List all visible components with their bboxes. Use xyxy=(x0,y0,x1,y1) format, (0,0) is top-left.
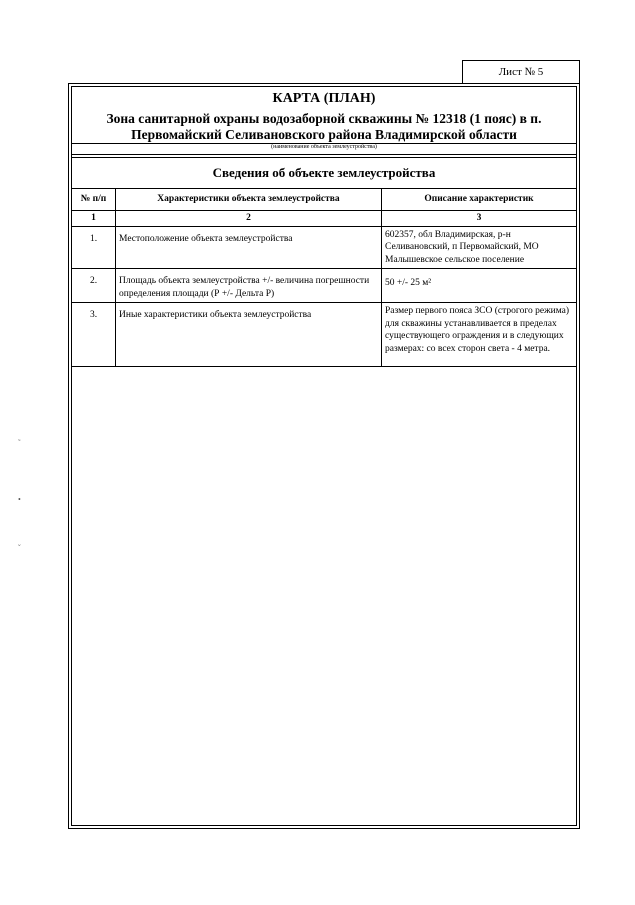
row-number: 1. xyxy=(72,226,116,269)
row-characteristic: Площадь объекта землеустройства +/- величина погрешности определения площади (Р +/- Дельта Р) xyxy=(116,269,382,303)
table-row xyxy=(72,269,577,303)
row-characteristic: Иные характеристики объекта землеустройства xyxy=(116,303,382,367)
column-number-row xyxy=(72,211,577,227)
column-number-3: 3 xyxy=(382,211,577,227)
row-number: 2. xyxy=(72,269,116,303)
column-header-characteristic: Характеристики объекта землеустройства xyxy=(116,189,382,211)
row-description: 50 +/- 25 м² xyxy=(382,269,577,303)
subtitle-line-2: Первомайский Селивановского района Владимирской области xyxy=(131,127,517,142)
row-description: 602357, обл Владимирская, р-н Селивановский, п Первомайский, МО Малышевское сельское поселение xyxy=(382,226,577,269)
sheet-number: Лист № 5 xyxy=(462,60,580,84)
document-subtitle xyxy=(72,111,576,143)
column-header-num: № п/п xyxy=(72,189,116,211)
table-header-row xyxy=(72,189,577,211)
document-inner-frame xyxy=(71,86,577,826)
row-characteristic: Местоположение объекта землеустройства xyxy=(116,226,382,269)
object-caption: (наименование объекта землеустройства) xyxy=(271,144,377,150)
subtitle-line-1: Зона санитарной охраны водозаборной скважины № 12318 (1 пояс) в п. xyxy=(106,111,542,126)
column-number-1: 1 xyxy=(72,211,116,227)
document-title: КАРТА (ПЛАН) xyxy=(272,91,376,106)
header-divider-2 xyxy=(72,157,576,158)
column-header-description: Описание характеристик xyxy=(382,189,577,211)
table-row xyxy=(72,226,577,269)
table-row xyxy=(72,303,577,367)
section-title: Сведения об объекте землеустройства xyxy=(212,165,436,180)
characteristics-table xyxy=(71,188,577,367)
margin-mark: • xyxy=(18,495,21,504)
margin-mark: ˘ xyxy=(18,543,21,552)
column-number-2: 2 xyxy=(116,211,382,227)
header-divider xyxy=(72,154,576,155)
margin-mark: ˜ xyxy=(18,438,21,447)
caption-line xyxy=(72,143,576,144)
document-frame xyxy=(68,83,580,829)
row-number: 3. xyxy=(72,303,116,367)
row-description: Размер первого пояса ЗСО (строгого режима) для скважины устанавливается в пределах существующего ограждения и в следующих размерах: со всех сторон света - 4 метра. xyxy=(382,303,577,367)
